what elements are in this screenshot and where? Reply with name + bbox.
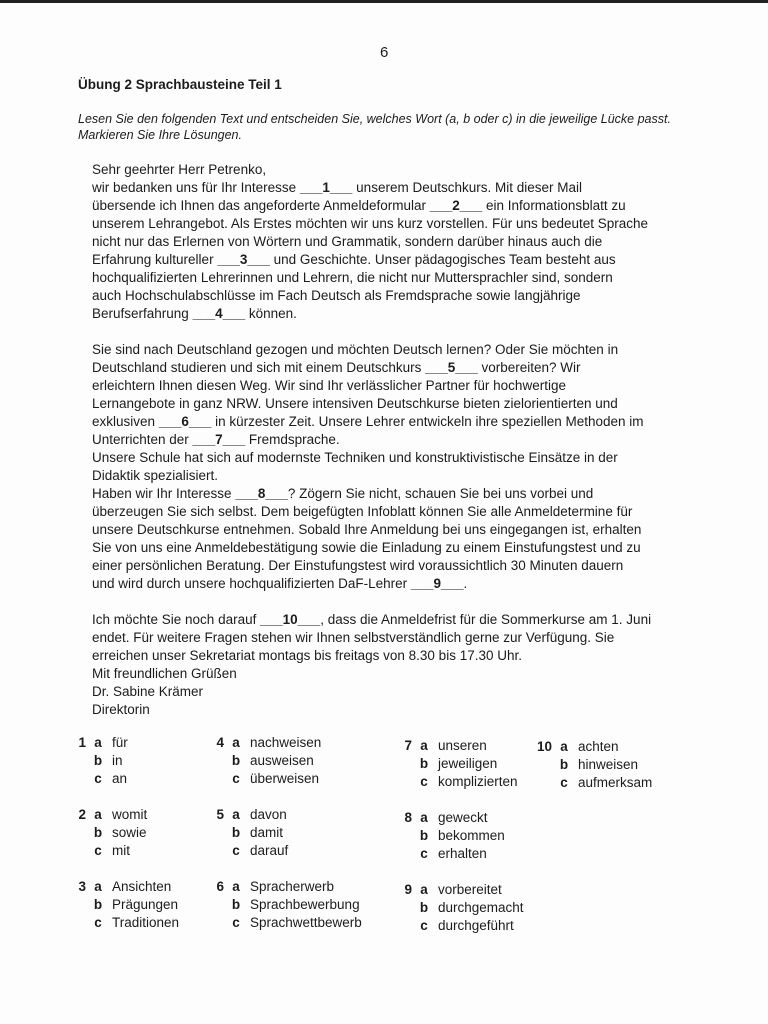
letter-line: Dr. Sabine Krämer [92,684,204,699]
letter-line: auch Hochschulabschlüsse im Fach Deutsch als Fremdsprache sowie langjährige [92,288,581,303]
question-3 [66,878,179,932]
letter-line: Sie sind nach Deutschland gezogen und möchten Deutsch lernen? Oder Sie möchten in [92,342,619,357]
question-6 [204,878,362,932]
letter-line: Unterrichten der ___7___ Fremdsprache. [92,432,340,447]
gap-marker: ___2___ [429,198,483,213]
letter-line: Haben wir Ihr Interesse ___8___? Zögern Sie nicht, schauen Sie bei uns vorbei und [92,486,594,501]
question-2 [66,806,147,860]
option-4b[interactable]: b ausweisen [231,753,314,768]
question-1 [66,734,128,788]
option-10c[interactable]: c aufmerksam [560,775,653,790]
letter-line: Lernangebote in ganz NRW. Unsere intensiven Deutschkurse bieten zielorientierten und [92,396,618,411]
letter-line: Ich möchte Sie noch darauf ___10___, dass die Anmeldefrist für die Sommerkurse am 1. Juni [92,612,652,627]
option-1a[interactable]: 1 a für [78,735,128,750]
page-edge [0,0,768,3]
letter-line: erreichen unser Sekretariat montags bis freitags von 8.30 bis 17.30 Uhr. [92,648,522,663]
option-5b[interactable]: b damit [231,825,284,840]
question-4 [204,734,321,788]
question-5 [204,806,288,860]
option-8b[interactable]: b bekommen [419,828,505,843]
option-4a[interactable]: 4 a nachweisen [216,735,322,750]
option-10a[interactable]: 10 a achten [536,739,619,754]
gap-marker: ___9___ [410,576,464,591]
letter-line: Deutschland studieren und sich mit einem Deutschkurs ___5___ vorbereiten? Wir [92,360,581,375]
option-6a[interactable]: 6 a Spracherwerb [216,879,335,894]
letter-line: Erfahrung kultureller ___3___ und Geschichte. Unser pädagogisches Team besteht aus [92,252,616,267]
letter-line: übersende ich Ihnen das angeforderte Anmeldeformular ___2___ ein Informationsblatt zu [92,198,626,213]
option-2b[interactable]: b sowie [93,825,147,840]
letter-line: exklusiven ___6___ in kürzester Zeit. Unsere Lehrer entwickeln ihre speziellen Methoden im [92,414,644,429]
letter-line: Unsere Schule hat sich auf modernste Techniken und konstruktivistische Einsätze in der [92,450,618,465]
gap-marker: ___7___ [192,432,246,447]
option-1c[interactable]: c an [94,771,128,786]
letter-line: hochqualifizierten Lehrerinnen und Lehrern, die nicht nur Muttersprachler sind, sondern [92,270,613,285]
option-3a[interactable]: 3 a Ansichten [78,879,172,894]
option-4c[interactable]: c überweisen [232,771,320,786]
option-2c[interactable]: c mit [94,843,130,858]
question-10 [532,738,652,792]
option-9c[interactable]: c durchgeführt [420,918,514,933]
page-number: 6 [380,44,389,61]
option-7b[interactable]: b jeweiligen [419,756,498,771]
gap-marker: ___8___ [235,486,288,501]
option-3c[interactable]: c Traditionen [94,915,180,930]
letter-line: Berufserfahrung ___4___ können. [92,306,297,321]
option-2a[interactable]: 2 a womit [78,807,148,822]
option-7c[interactable]: c komplizierten [420,774,518,789]
letter-line: wir bedanken uns für Ihr Interesse ___1___ unserem Deutschkurs. Mit dieser Mail [92,180,582,195]
letter-line: Direktorin [92,702,150,717]
gap-marker: ___5___ [425,360,478,375]
option-9b[interactable]: b durchgemacht [419,900,524,915]
question-8 [392,809,505,863]
question-7 [392,737,518,791]
option-9a[interactable]: 9 a vorbereitet [404,882,502,897]
letter-text [92,161,702,719]
letter-paragraph-1 [92,161,702,323]
letter-line: Didaktik spezialisiert. [92,468,219,483]
letter-paragraph-3 [92,611,702,719]
option-10b[interactable]: b hinweisen [559,757,639,772]
letter-line: Mit freundlichen Grüßen [92,666,237,681]
instructions: Lesen Sie den folgenden Text und entscheiden Sie, welches Wort (a, b oder c) in die jeweilige Lücke passt. Markieren Sie Ihre Lösungen. [78,112,671,142]
letter-line: erleichtern Ihnen diesen Weg. Wir sind Ihr verlässlicher Partner für hochwertige [92,378,566,393]
letter-line: Sie von uns eine Anmeldebestätigung sowie die Einladung zu einem Einstufungstest und zu [92,540,641,555]
letter-line: und wird durch unsere hochqualifizierten DaF-Lehrer ___9___. [92,576,468,591]
gap-marker: ___10___ [260,612,321,627]
option-8c[interactable]: c erhalten [420,846,487,861]
letter-line: endet. Für weitere Fragen stehen wir Ihnen selbstverständlich gerne zur Verfügung. Sie [92,630,615,645]
option-5c[interactable]: c darauf [232,843,289,858]
option-3b[interactable]: b Prägungen [93,897,179,912]
letter-line: überzeugen Sie sich selbst. Dem beigefügten Infoblatt können Sie alle Anmeldetermine für [92,504,633,519]
option-5a[interactable]: 5 a davon [216,807,287,822]
option-7a[interactable]: 7 a unseren [404,738,487,753]
gap-marker: ___1___ [299,180,353,195]
letter-line: Sehr geehrter Herr Petrenko, [92,162,267,177]
letter-line: unserem Lehrangebot. Als Erstes möchten wir uns kurz vorstellen. Für uns bedeutet Sprache [92,216,649,231]
exercise-title: Übung 2 Sprachbausteine Teil 1 [78,77,282,92]
letter-line: einer persönlichen Beratung. Der Einstufungstest wird voraussichtlich 30 Minuten dauern [92,558,624,573]
question-9 [392,881,524,935]
letter-line: nicht nur das Erlernen von Wörtern und Grammatik, sondern darüber hinaus auch die [92,234,603,249]
letter-paragraph-2 [92,341,702,593]
option-8a[interactable]: 8 a geweckt [404,810,488,825]
option-6c[interactable]: c Sprachwettbewerb [232,915,362,930]
gap-marker: ___3___ [217,252,270,267]
option-6b[interactable]: b Sprachbewerbung [231,897,360,912]
gap-marker: ___6___ [158,414,212,429]
letter-line: unsere Deutschkurse entnehmen. Sobald Ihre Anmeldung bei uns eingegangen ist, erhalten [92,522,642,537]
option-1b[interactable]: b in [93,753,123,768]
gap-marker: ___4___ [192,306,246,321]
